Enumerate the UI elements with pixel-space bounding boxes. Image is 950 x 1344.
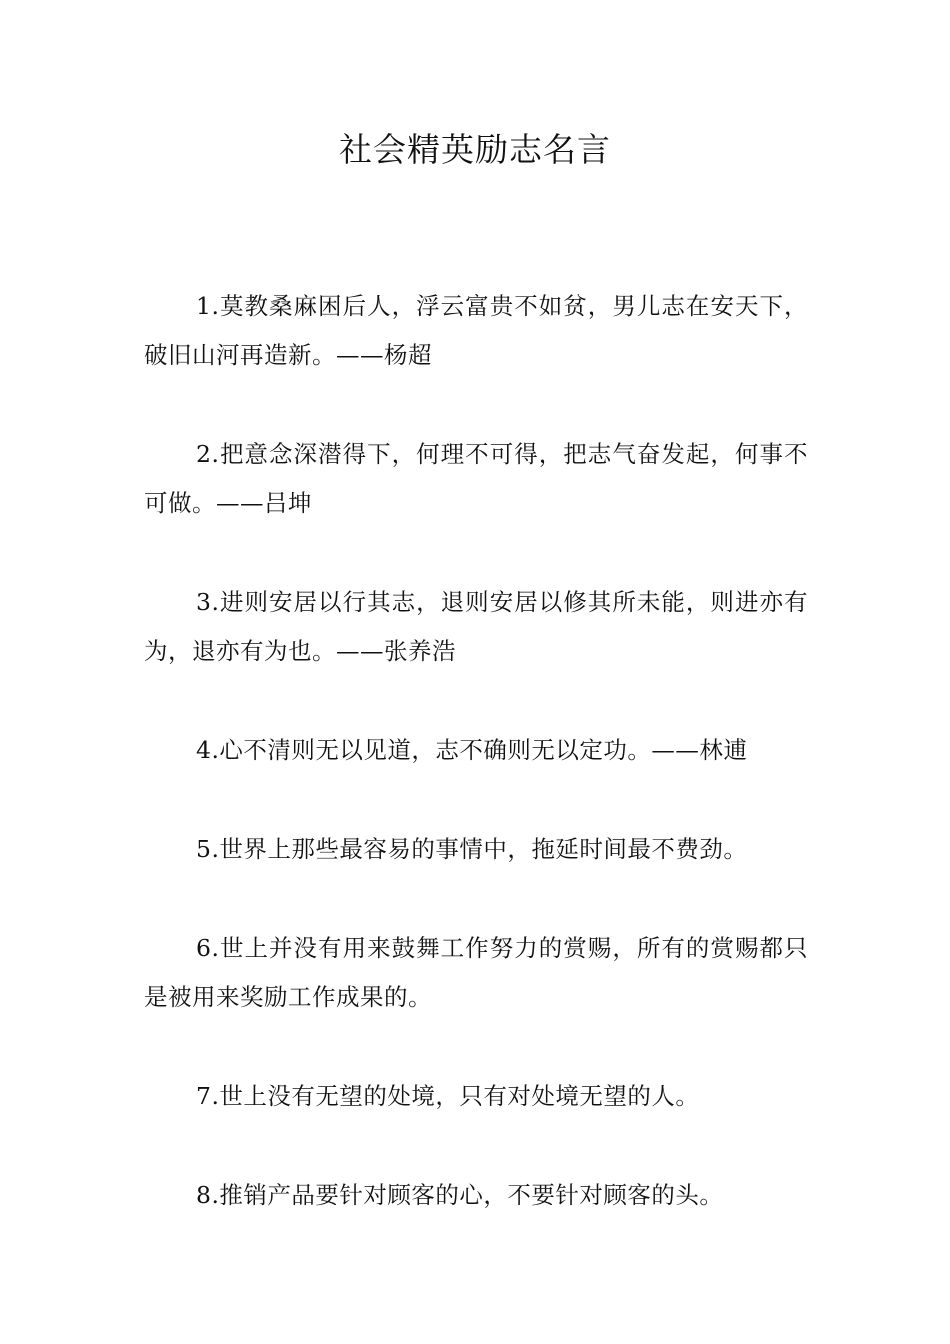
quote-paragraph-4: 4.心不清则无以见道，志不确则无以定功。——林逋 [196,736,748,764]
quote-paragraph-5: 5.世界上那些最容易的事情中，拖延时间最不费劲。 [196,835,748,863]
document-title: 社会精英励志名言 [339,130,611,169]
quote-paragraph-8: 8.推销产品要针对顾客的心，不要针对顾客的头。 [196,1181,724,1209]
quote-paragraph-7: 7.世上没有无望的处境，只有对处境无望的人。 [196,1082,700,1110]
quote-paragraph-6: 6.世上并没有用来鼓舞工作努力的赏赐，所有的赏赐都只是被用来奖励工作成果的。 [144,934,808,1011]
quote-paragraph-1: 1.莫教桑麻困后人，浮云富贵不如贫，男儿志在安天下，破旧山河再造新。——杨超 [144,292,808,369]
quote-paragraph-3: 3.进则安居以行其志，退则安居以修其所未能，则进亦有为，退亦有为也。——张养浩 [144,588,808,665]
quote-list [144,282,808,1270]
quote-paragraph-2: 2.把意念深潜得下，何理不可得，把志气奋发起，何事不可做。——吕坤 [144,440,808,517]
